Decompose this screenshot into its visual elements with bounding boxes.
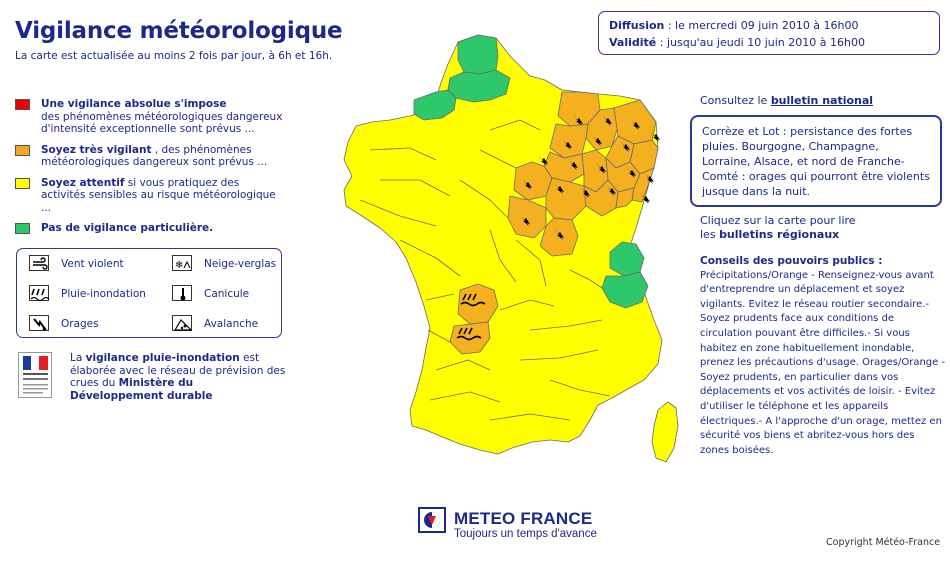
- brand-name: METEO FRANCE: [454, 509, 593, 528]
- copyright: Copyright Météo-France: [826, 537, 941, 548]
- validite-line: Validité : jusqu'au jeudi 10 juin 2010 à 16h00: [609, 36, 865, 49]
- legend-swatch-yellow: [15, 178, 30, 189]
- lightning-icon: [29, 315, 49, 331]
- conseils-heading: Conseils des pouvoirs publics :: [700, 255, 883, 267]
- phenomena-legend: Vent violent ❄ Neige-verglas Pluie-inondation Canicule Orages Avalanche: [16, 248, 282, 338]
- svg-text:❄: ❄: [175, 260, 184, 271]
- snow-icon: [172, 255, 192, 271]
- legend-green: Pas de vigilance particulière.: [15, 222, 285, 235]
- bulletins-regionaux-link[interactable]: bulletins régionaux: [719, 228, 840, 241]
- map-dept-pas-de-calais[interactable]: [458, 35, 498, 74]
- wind-icon: [29, 255, 49, 271]
- bulletin-national-link[interactable]: bulletin national: [770, 94, 874, 107]
- ministry-logo: [18, 352, 52, 398]
- click-map-hint: Cliquez sur la carte pour lire les bulletins régionaux: [700, 214, 856, 241]
- diffusion-line: Diffusion : le mercredi 09 juin 2010 à 16h00: [609, 19, 859, 32]
- vigilance-note-text: La vigilance pluie-inondation est élaborée avec le réseau de prévision des crues du Ministère du Développement durable: [70, 352, 286, 402]
- page-title: Vigilance météorologique: [15, 18, 343, 44]
- rain-flood-icon: [29, 285, 49, 301]
- legend-orange: Soyez très vigilant , des phénomènes météorologiques dangereux sont prévus ...: [15, 144, 285, 169]
- map-country-outline: [344, 35, 662, 454]
- conseils-body: Précipitations/Orange - Renseignez-vous avant d'entreprendre un déplacement et soyez vigilants. Evitez le réseau routier secondaire.- Soyez prudents face aux conditions de circulation pouvant être difficiles.- Si vous habitez en zone habituellement inondable, prenez les précautions d'usage. Orages/Orange - Soyez prudents, en particulier dans vos déplacements et vos activités de loisir. - Evitez d'utiliser le téléphone et les appareils électriques.- A l'approche d'un orage, mettez en sécurité vos biens et abritez-vous hors des zones boisées.: [700, 269, 946, 456]
- legend-red: Une vigilance absolue s'impose des phénomènes météorologiques dangereux d'intensité exceptionnelle sont prévus ...: [15, 98, 285, 136]
- consult-line: Consultez le bulletin national: [700, 94, 874, 107]
- summary-box: Corrèze et Lot : persistance des fortes pluies. Bourgogne, Champagne, Lorraine, Alsace, et nord de Franche-Comté : orages qui pourront être violents jusque dans la nuit.: [690, 115, 942, 207]
- legend-yellow: Soyez attentif si vous pratiquez des activités sensibles au risque météorologique ...: [15, 177, 285, 215]
- legend-swatch-red: [15, 99, 30, 110]
- map-corsica: [652, 402, 678, 462]
- avalanche-icon: [172, 315, 192, 331]
- color-legend: [15, 98, 285, 243]
- meteo-france-logo[interactable]: [418, 507, 597, 540]
- meteo-france-emblem-icon: [418, 507, 446, 533]
- legend-swatch-orange: [15, 145, 30, 156]
- brand-tagline: Toujours un temps d'avance: [454, 528, 597, 540]
- legend-swatch-green: [15, 223, 30, 234]
- thermometer-icon: [172, 285, 192, 301]
- conseils-section: [700, 254, 946, 458]
- page-subtitle: La carte est actualisée au moins 2 fois par jour, à 6h et 16h.: [15, 50, 333, 62]
- vigilance-map[interactable]: [340, 30, 690, 470]
